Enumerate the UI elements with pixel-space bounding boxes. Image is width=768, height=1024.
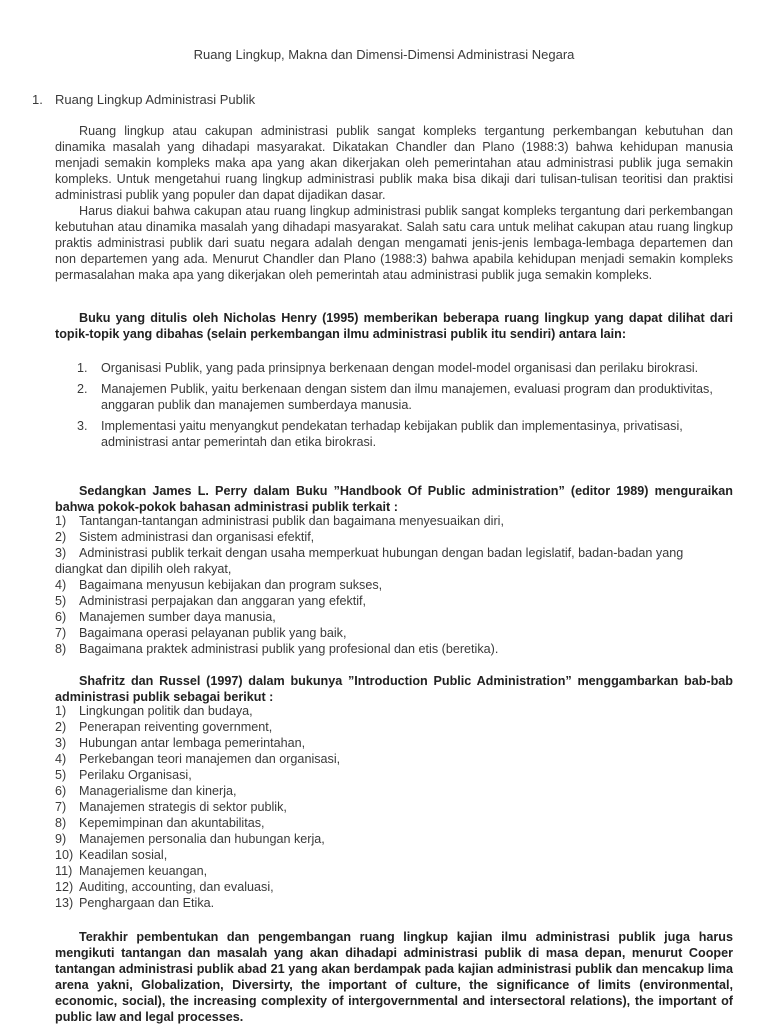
item-text: Perkebangan teori manajemen dan organisasi, bbox=[79, 752, 341, 766]
list-item bbox=[55, 847, 733, 863]
shafritz-list bbox=[55, 703, 733, 911]
item-number: 9) bbox=[55, 832, 67, 846]
list-item bbox=[55, 879, 733, 895]
list-item bbox=[55, 513, 733, 529]
item-text: Managerialisme dan kinerja, bbox=[79, 784, 237, 798]
item-number: 5) bbox=[55, 768, 67, 782]
item-text: Bagaimana menyusun kebijakan dan program sukses, bbox=[79, 578, 383, 592]
item-number: 13) bbox=[55, 896, 74, 910]
item-text: Manajemen keuangan, bbox=[79, 864, 208, 878]
paragraph-1: Ruang lingkup atau cakupan administrasi publik sangat kompleks tergantung perkembangan kebutuhan dan dinamika masalah yang dihadapi masyarakat. Dikatakan Chandler dan Plano (1988:3) bahwa kehidupan manusia menjadi semakin kompleks maka apa yang akan dikerjakan oleh pemerintahan atau administrasi publik juga semakin kompleks. Untuk mengetahui ruang lingkup administrasi publik maka bisa dikaji dari tulisan-tulisan teoritisi dan praktisi administrasi publik yang populer dan dapat dijadikan dasar. bbox=[55, 124, 733, 202]
item-number: 1) bbox=[55, 514, 67, 528]
paragraph-2: Harus diakui bahwa cakupan atau ruang lingkup administrasi publik sangat kompleks tergantung dari perkembangan kebutuhan atau dinamika masalah yang dihadapi masyarakat. Salah satu cara untuk melihat cakupan atau ruang lingkup praktis administrasi publik dari suatu negara adalah dengan mengamati jenis-jenis lembaga-lembaga departemen dan non departemen yang ada. Menurut Chandler dan Plano (1988:3) bahwa apabila kehidupan menjadi semakin kompleks permasalahan maka apa yang dikerjakan oleh pemerintah atau administrasi publik juga semakin kompleks. bbox=[55, 204, 733, 282]
item-text: Auditing, accounting, dan evaluasi, bbox=[79, 880, 274, 894]
perry-list bbox=[55, 513, 733, 657]
list-item bbox=[55, 360, 733, 376]
henry-intro: Buku yang ditulis oleh Nicholas Henry (1995) memberikan beberapa ruang lingkup yang dapat dilihat dari topik-topik yang dibahas (selain perkembangan ilmu administrasi publik itu sendiri) antara lain: bbox=[55, 311, 733, 341]
item-text: Penerapan reiventing government, bbox=[79, 720, 273, 734]
item-text: Administrasi publik terkait dengan usaha memperkuat hubungan dengan badan legislatif, badan-badan yang diangkat dan dipilih oleh rakyat, bbox=[55, 546, 684, 576]
section-heading bbox=[32, 92, 255, 108]
item-number: 6) bbox=[55, 610, 67, 624]
item-number: 6) bbox=[55, 784, 67, 798]
list-item bbox=[55, 815, 733, 831]
item-text: Manajemen personalia dan hubungan kerja, bbox=[79, 832, 325, 846]
document-title: Ruang Lingkup, Makna dan Dimensi-Dimensi Administrasi Negara bbox=[193, 47, 575, 62]
list-item bbox=[55, 831, 733, 847]
item-text: Manajemen sumber daya manusia, bbox=[79, 610, 276, 624]
item-number: 2) bbox=[55, 720, 67, 734]
list-item bbox=[55, 895, 733, 911]
item-text: Administrasi perpajakan dan anggaran yang efektif, bbox=[79, 594, 367, 608]
item-number: 11) bbox=[55, 864, 73, 878]
item-number: 2) bbox=[55, 530, 67, 544]
item-text: Kepemimpinan dan akuntabilitas, bbox=[79, 816, 265, 830]
item-number: 4) bbox=[55, 578, 67, 592]
item-number: 4) bbox=[55, 752, 67, 766]
item-number: 1) bbox=[55, 704, 67, 718]
item-number: 8) bbox=[55, 816, 67, 830]
list-item bbox=[55, 751, 733, 767]
list-item bbox=[55, 545, 733, 577]
item-text: Bagaimana praktek administrasi publik yang profesional dan etis (beretika). bbox=[79, 642, 499, 656]
list-item bbox=[55, 703, 733, 719]
item-text: Manajemen Publik, yaitu berkenaan dengan sistem dan ilmu manajemen, evaluasi program dan produktivitas, anggaran publik dan manajemen sumberdaya manusia. bbox=[101, 382, 713, 412]
item-number: 5) bbox=[55, 594, 67, 608]
item-number: 8) bbox=[55, 642, 67, 656]
item-number: 12) bbox=[55, 880, 74, 894]
item-text: Organisasi Publik, yang pada prinsipnya berkenaan dengan model-model organisasi dan perilaku birokrasi. bbox=[101, 361, 699, 375]
list-item bbox=[55, 418, 733, 450]
item-text: Penghargaan dan Etika. bbox=[79, 896, 215, 910]
item-text: Manajemen strategis di sektor publik, bbox=[79, 800, 287, 814]
list-item bbox=[55, 381, 733, 413]
item-text: Implementasi yaitu menyangkut pendekatan terhadap kebijakan publik dan implementasinya, privatisasi, administrasi antar pemerintah dan etika birokrasi. bbox=[101, 419, 683, 449]
list-item bbox=[55, 529, 733, 545]
section-title: Ruang Lingkup Administrasi Publik bbox=[55, 92, 256, 107]
item-number: 7) bbox=[55, 626, 67, 640]
shafritz-intro: Shafritz dan Russel (1997) dalam bukunya ”Introduction Public Administration” menggambarkan bab-bab administrasi publik sebagai berikut : bbox=[55, 674, 733, 704]
list-item bbox=[55, 767, 733, 783]
item-text: Perilaku Organisasi, bbox=[79, 768, 192, 782]
list-item bbox=[55, 863, 733, 879]
item-number: 3) bbox=[55, 546, 67, 560]
list-item bbox=[55, 719, 733, 735]
list-item bbox=[55, 735, 733, 751]
item-text: Tantangan-tantangan administrasi publik dan bagaimana menyesuaikan diri, bbox=[79, 514, 504, 528]
section-number: 1. bbox=[32, 92, 43, 107]
closing-paragraph: Terakhir pembentukan dan pengembangan ruang lingkup kajian ilmu administrasi publik juga harus mengikuti tantangan dan masalah yang akan dihadapi administrasi publik di masa depan, menurut Cooper tantangan administrasi publik abad 21 yang akan berdampak pada kajian administrasi publik dan mencakup lima arena yakni, Globalization, Diversirty, the important of culture, the significance of limits (environmental, economic, social), the increasing complexity of intergovernmental and intersectoral relations), the important of public law and legal processes. bbox=[55, 930, 733, 1024]
item-text: Keadilan sosial, bbox=[79, 848, 168, 862]
item-text: Sistem administrasi dan organisasi efektif, bbox=[79, 530, 315, 544]
item-text: Lingkungan politik dan budaya, bbox=[79, 704, 253, 718]
list-item bbox=[55, 641, 733, 657]
list-item bbox=[55, 593, 733, 609]
item-number: 3) bbox=[55, 736, 67, 750]
item-number: 1. bbox=[77, 361, 88, 375]
list-item bbox=[55, 625, 733, 641]
item-text: Bagaimana operasi pelayanan publik yang baik, bbox=[79, 626, 347, 640]
item-text: Hubungan antar lembaga pemerintahan, bbox=[79, 736, 306, 750]
item-number: 2. bbox=[77, 382, 88, 396]
list-item bbox=[55, 799, 733, 815]
item-number: 7) bbox=[55, 800, 67, 814]
item-number: 3. bbox=[77, 419, 88, 433]
list-item bbox=[55, 577, 733, 593]
item-number: 10) bbox=[55, 848, 74, 862]
list-item bbox=[55, 609, 733, 625]
henry-list bbox=[55, 360, 733, 455]
perry-intro: Sedangkan James L. Perry dalam Buku ”Handbook Of Public administration” (editor 1989) menguraikan bahwa pokok-pokok bahasan administrasi publik terkait : bbox=[55, 484, 733, 514]
list-item bbox=[55, 783, 733, 799]
